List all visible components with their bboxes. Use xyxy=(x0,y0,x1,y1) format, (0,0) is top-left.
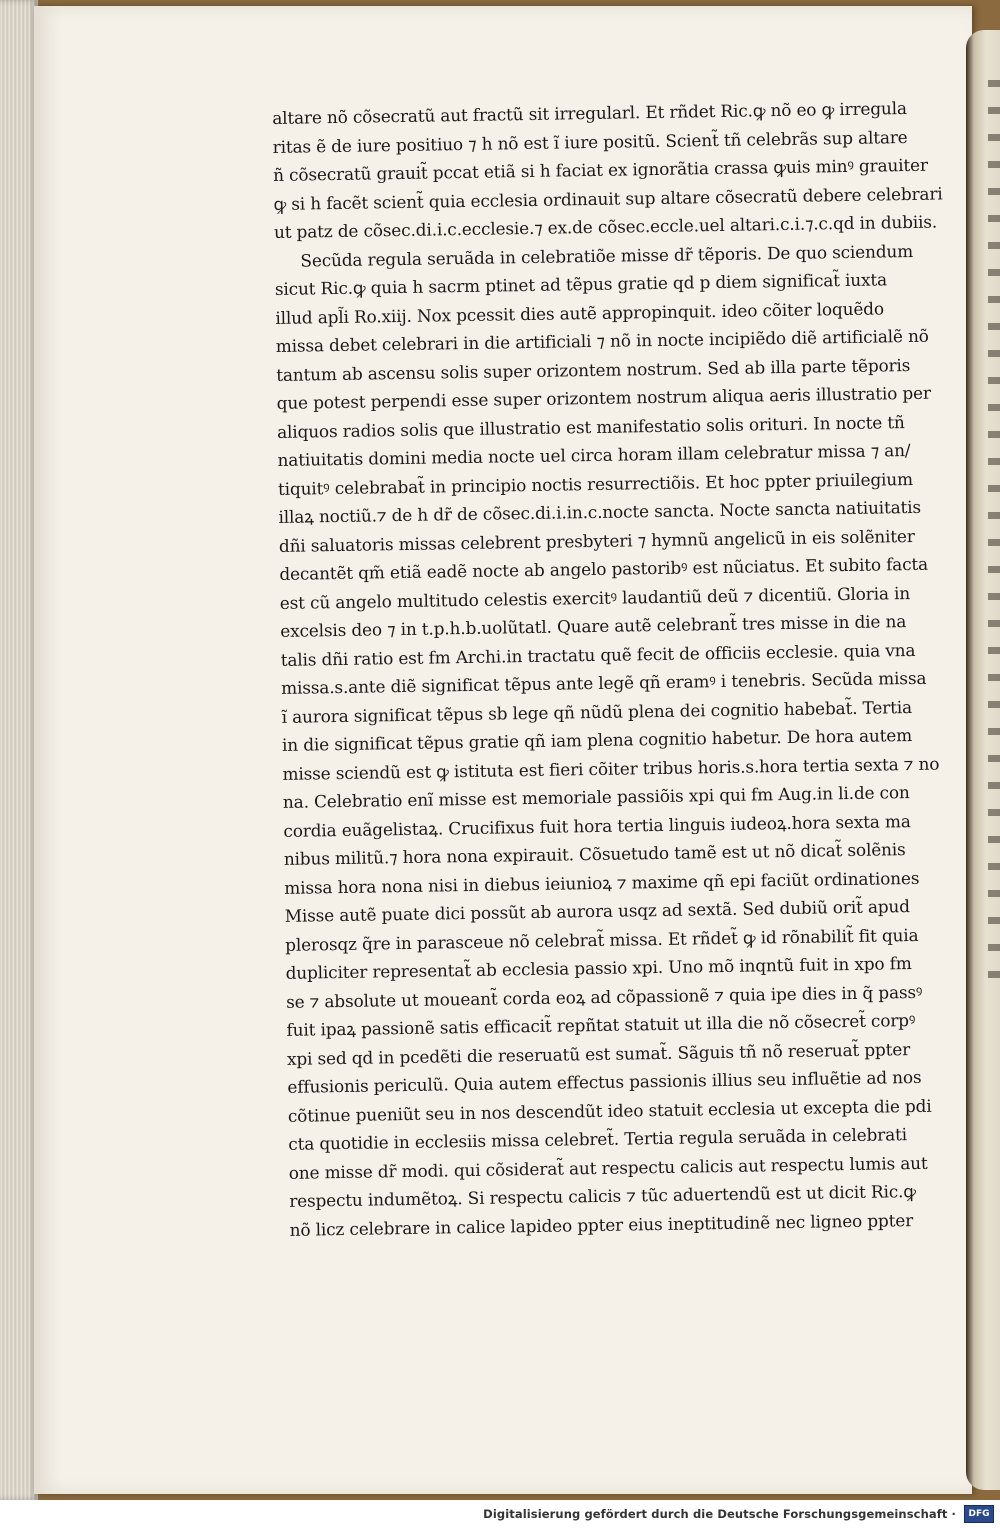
text-line: natiuitatis domini media nocte uel circa horam illam celebratur missa ⁊ an/ xyxy=(277,440,911,470)
text-line: dupliciter representat̃ ab ecclesia passio xpi. Uno mõ inqntũ fuit in xpo fm xyxy=(285,953,912,983)
text-line: sicut Ric.ꝙ quia h sacrm ptinet ad tẽpus gratie qd p diem significat̃ iuxta xyxy=(274,269,888,299)
text-line: que potest perpendi esse super orizontem nostrum aliqua aeris illustratio per xyxy=(276,382,932,413)
text-line: tiquitꝰ celebrabat̃ in principio noctis resurrectiõis. Et hoc ppter priuilegium xyxy=(277,468,914,499)
text-line: ut patz de cõsec.di.i.c.ecclesie.⁊ ex.de cõsec.eccle.uel altari.c.i.⁊.c.qd in dubiis. xyxy=(273,211,938,242)
text-line: se ⁊ absolute ut moueant̃ corda eoꝝ ad cõpassionẽ ⁊ quia ipe dies in q̃ passꝰ xyxy=(285,981,923,1012)
dfg-logo-icon: DFG xyxy=(964,1505,994,1523)
text-line: plerosqz q̃re in parasceue nõ celebrat̃ missa. Et rñdet̃ ꝙ id rõnabilit̃ fit quia xyxy=(285,924,919,955)
text-line: one misse dr̃ modi. qui cõsiderat̃ aut respectu calicis aut respectu lumis aut xyxy=(288,1152,928,1183)
text-line: cta quotidie in ecclesiis missa celebret̃. Tertia regula seruãda in celebrati xyxy=(288,1124,908,1154)
text-line: dñi saluatoris missas celebrent presbyteri ⁊ hymnũ angelicũ in eis solẽniter xyxy=(278,525,915,556)
text-line: Secũda regula seruãda in celebratiõe misse dr̃ tẽporis. De quo sciendum xyxy=(300,240,914,271)
text-line: missa.s.ante diẽ significat tẽpus ante legẽ qñ eramꝰ i tenebris. Secũda missa xyxy=(281,667,927,698)
text-line: ĩ aurora significat tẽpus sb lege qñ nũdũ plena dei cognitio habebat̃. Tertia xyxy=(281,696,913,727)
text-block xyxy=(272,94,950,1244)
text-line: missa debet celebrari in die artificiali ⁊ nõ in nocte incipiẽdo diẽ artificialẽ nõ xyxy=(275,325,929,356)
text-line: xpi sed qd in pcedẽti die reseruatũ est sumat̃. Sãguis tñ nõ reseruat̃ ppter xyxy=(286,1038,911,1069)
text-line: tantum ab ascensu solis super orizontem nostrum. Sed ab illa parte tẽporis xyxy=(276,354,911,385)
text-line: decantẽt qm̃ etiã eadẽ nocte ab angelo pastoribꝰ est nũciatus. Et subito facta xyxy=(279,553,929,584)
text-line: misse sciendũ est ꝙ istituta est fieri cõiter tribus horis.s.hora tertia sexta ⁊ no xyxy=(282,753,940,784)
text-line: missa hora nona nisi in diebus ieiunioꝝ ⁊ maxime qñ epi faciũt ordinationes xyxy=(284,867,920,898)
text-line: ꝙ si h facẽt scient̃ quia ecclesia ordinauit sup altare cõsecratũ debere celebrari xyxy=(273,182,943,214)
text-line: ñ cõsecratũ grauit̃ pccat etiã si h faciat ex ignorãtia crassa ꝙuis minꝰ grauiter xyxy=(272,154,928,185)
page-stack-edge xyxy=(0,0,38,1500)
text-line: nõ licz celebrare in calice lapideo ppter eius ineptitudinẽ nec ligneo ppter xyxy=(289,1209,914,1240)
facing-page-text-fragment xyxy=(988,80,1000,980)
text-line: est cũ angelo multitudo celestis exercitꝰ laudantiũ deũ ⁊ dicentiũ. Gloria in xyxy=(279,582,911,613)
text-line: illud apl̃i Ro.xiij. Nox pcessit dies autẽ appropinquit. ideo cõiter loquẽdo xyxy=(275,297,885,328)
text-line: Misse autẽ puate dici possũt ab aurora usqz ad sextã. Sed dubiũ orit̃ apud xyxy=(284,896,910,926)
text-line: aliquos radios solis que illustratio est manifestatio solis orituri. In nocte tñ xyxy=(276,411,905,442)
text-line: nibus militũ.⁊ hora nona expirauit. Cõsuetudo tamẽ est ut nõ dicat̃ solẽnis xyxy=(283,839,906,869)
text-line: na. Celebratio enĩ misse est memoriale passiõis xpi qui fm Aug.in li.de con xyxy=(282,782,910,812)
footer-bar xyxy=(0,1500,1000,1528)
text-line: respectu indumẽtoꝝ. Si respectu calicis ⁊ tũc aduertendũ est ut dicit Ric.ꝙ xyxy=(289,1181,916,1211)
text-line: fuit ipaꝝ passionẽ satis efficacit̃ repñtat statuit ut illa die nõ cõsecret̃ corpꝰ xyxy=(286,1010,916,1040)
text-line: cõtinue pueniũt seu in nos descendũt ideo statuit ecclesia ut excepta die pdi xyxy=(287,1095,932,1126)
text-line: ritas ẽ de iure positiuo ⁊ h nõ est ĩ iure positũ. Scient̃ tñ celebrãs sup altare xyxy=(272,126,908,157)
text-line: altare nõ cõsecratũ aut fractũ sit irregularl. Et rñdet Ric.ꝙ nõ eo ꝙ irregula xyxy=(272,98,907,128)
text-line: cordia euãgelistaꝝ. Crucifixus fuit hora tertia linguis iudeoꝝ.hora sexta ma xyxy=(283,810,911,841)
text-line: excelsis deo ⁊ in t.p.h.b.uolũtatl. Quare autẽ celebrant̃ tres misse in die na xyxy=(280,611,907,641)
text-line: talis dñi ratio est fm Archi.in tractatu quẽ fecit de officiis ecclesie. quia vna xyxy=(280,639,916,670)
text-line: effusionis periculũ. Quia autem effectus passionis illius seu influẽtie ad nos xyxy=(287,1066,922,1097)
text-line: illaꝝ noctiũ.⁊ de h dr̃ de cõsec.di.i.in.c.nocte sancta. Nocte sancta natiuitatis xyxy=(278,496,922,527)
funding-credit: Digitalisierung gefördert durch die Deutsche Forschungsgemeinschaft · xyxy=(483,1507,956,1521)
text-line: in die significat tẽpus gratie qñ iam plena cognitio habetur. De hora autem xyxy=(281,725,913,755)
